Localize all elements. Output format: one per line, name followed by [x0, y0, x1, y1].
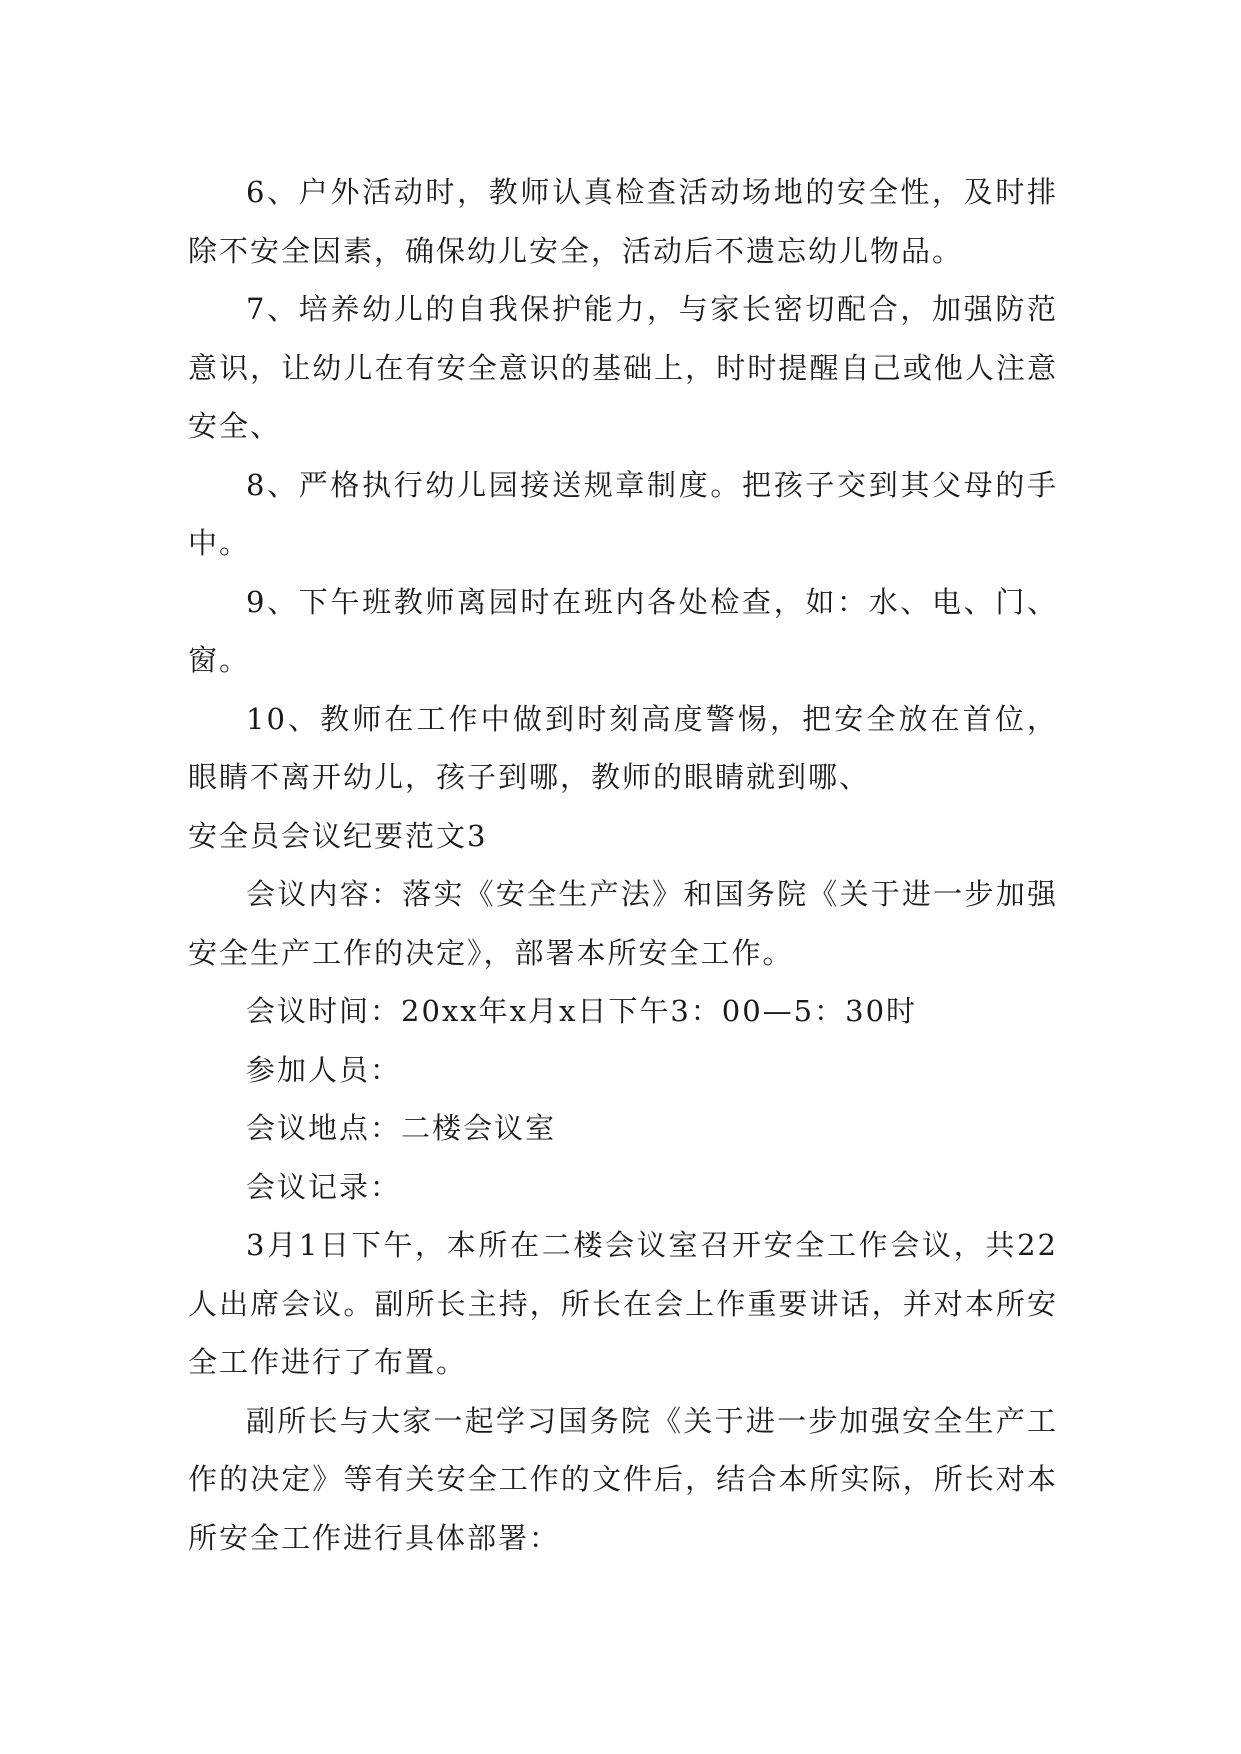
meeting-location: 会议地点：二楼会议室	[246, 1111, 557, 1145]
meeting-attendees: 参加人员：	[246, 1052, 402, 1087]
paragraph-item-10: 10、教师在工作中做到时刻高度警惕，把安全放在首位，眼睛不离开幼儿，孩子到哪，教师的眼睛就到哪、	[188, 701, 1058, 794]
paragraph-item-6: 6、户外活动时，教师认真检查活动场地的安全性，及时排除不安全因素，确保幼儿安全，活动后不遗忘幼儿物品。	[188, 175, 1058, 268]
meeting-record-label: 会议记录：	[246, 1169, 402, 1204]
document-body	[188, 163, 1058, 1567]
paragraph-item-8: 8、严格执行幼儿园接送规章制度。把孩子交到其父母的手中。	[188, 467, 1058, 560]
paragraph-item-9: 9、下午班教师离园时在班内各处检查，如：水、电、门、窗。	[188, 584, 1058, 677]
record-paragraph-2: 副所长与大家一起学习国务院《关于进一步加强安全生产工作的决定》等有关安全工作的文件后，结合本所实际，所长对本所安全工作进行具体部署：	[188, 1403, 1058, 1555]
meeting-time: 会议时间：20xx年x月x日下午3：00—5：30时	[246, 994, 918, 1028]
section-title: 安全员会议纪要范文3	[188, 818, 488, 853]
record-paragraph-1: 3月1日下午，本所在二楼会议室召开安全工作会议，共22人出席会议。副所长主持，所长在会上作重要讲话，并对本所安全工作进行了布置。	[188, 1228, 1058, 1379]
meeting-content: 会议内容：落实《安全生产法》和国务院《关于进一步加强安全生产工作的决定》，部署本所安全工作。	[188, 877, 1058, 970]
paragraph-item-7: 7、培养幼儿的自我保护能力，与家长密切配合，加强防范意识，让幼儿在有安全意识的基础上，时时提醒自己或他人注意安全、	[188, 292, 1058, 443]
